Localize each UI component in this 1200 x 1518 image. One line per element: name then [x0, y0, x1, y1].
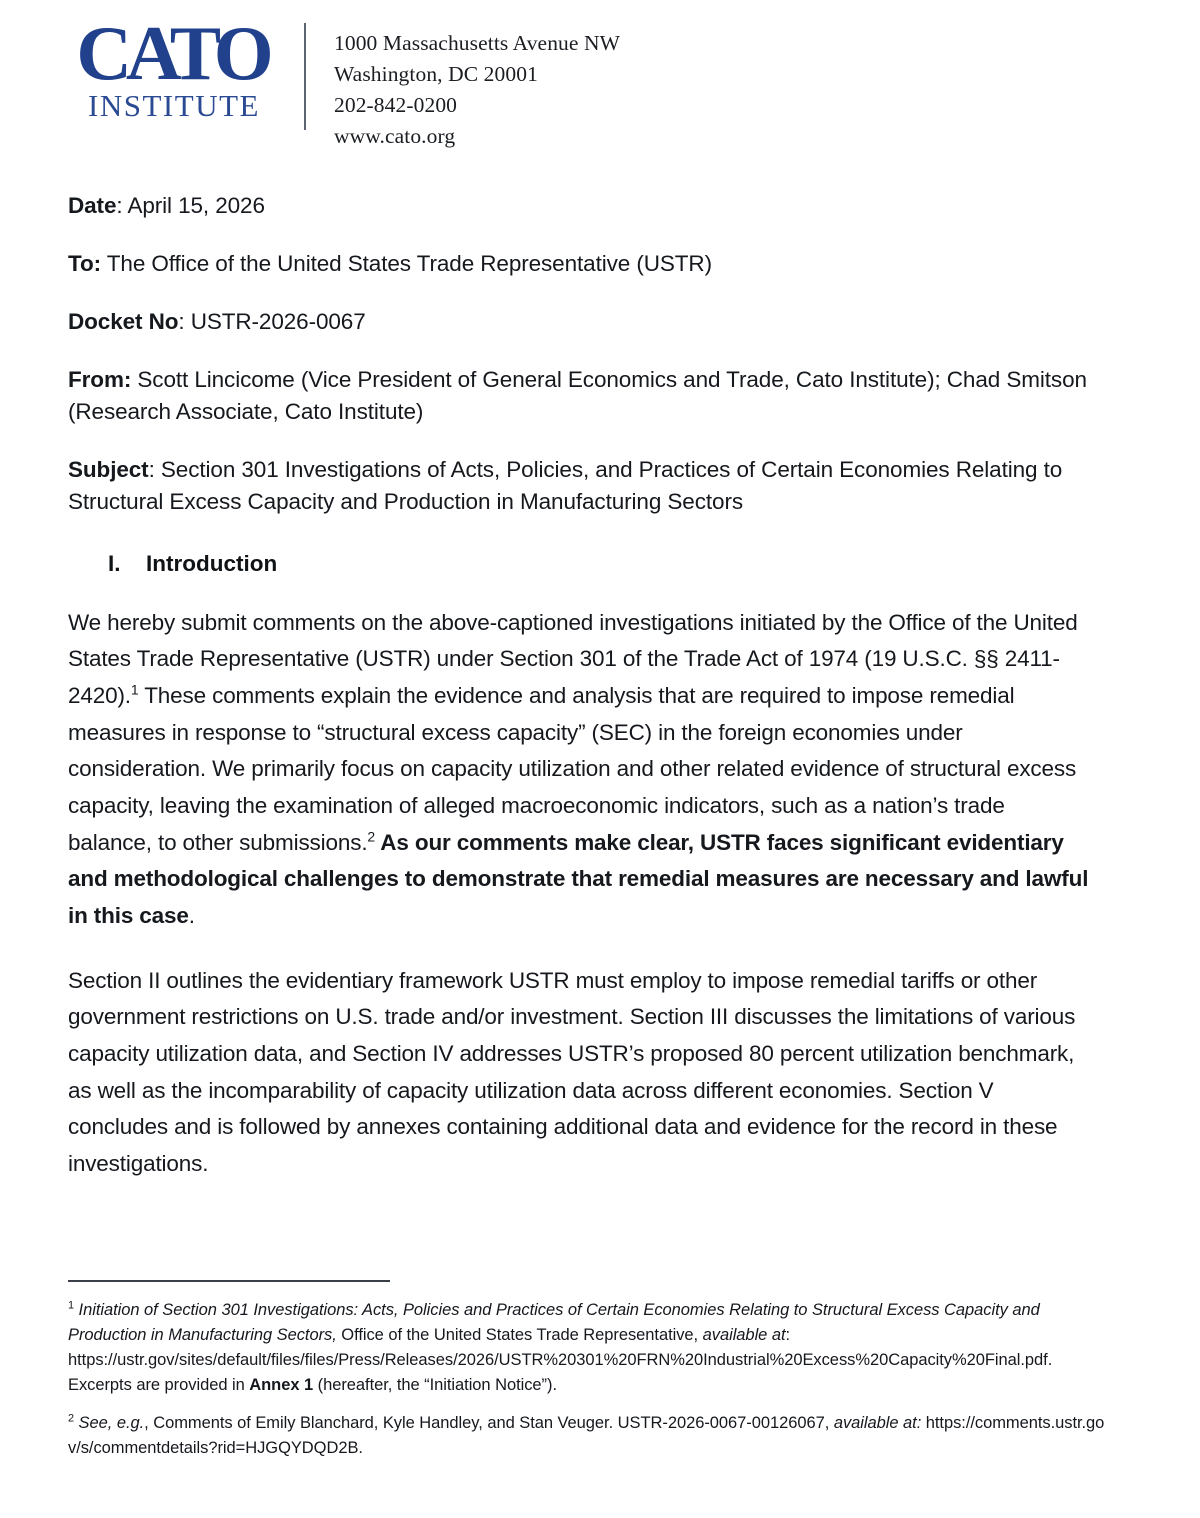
- footnote-2-url[interactable]: https://comments.ustr.gov/s/commentdetails?rid=HJGQYDQD2B.: [68, 1414, 1105, 1458]
- section-number: I.: [108, 550, 121, 576]
- meta-docket-separator: :: [178, 308, 191, 334]
- meta-docket-label: Docket No: [68, 308, 179, 334]
- footnote-2: [68, 1411, 1108, 1461]
- footnote-1-tail-b: (hereafter, the “Initiation Notice”).: [313, 1376, 557, 1395]
- address-website: www.cato.org: [334, 123, 456, 148]
- footnote-1: [68, 1298, 1108, 1398]
- footnote-1-colon: :: [785, 1326, 791, 1345]
- footnote-2-see-eg: See, e.g.: [78, 1414, 145, 1433]
- footnote-1-url[interactable]: https://ustr.gov/sites/default/files/files/Press/Releases/2026/USTR%20301%20FRN%20Industrial%20Excess%20Capacity%20Final.pdf.: [68, 1351, 1053, 1370]
- meta-subject: [68, 454, 1090, 518]
- document-body: [68, 190, 1090, 1183]
- footnote-1-title: Initiation of Section 301 Investigations: Acts, Policies and Practices of Certain Economies Relating to Structural Excess Capacity and Production in Manufacturing Sectors,: [68, 1301, 1040, 1345]
- section-title: Introduction: [146, 550, 278, 576]
- footnote-1-marker: 1: [68, 1299, 74, 1312]
- meta-date-value: April 15, 2026: [127, 193, 265, 218]
- meta-subject-label: Subject: [68, 456, 149, 482]
- meta-subject-value: Section 301 Investigations of Acts, Policies, and Practices of Certain Economies Relating to Structural Excess Capacity and Production in Manufacturing Sectors: [68, 456, 1063, 514]
- meta-to: [68, 248, 1090, 280]
- footnote-2-text: , Comments of Emily Blanchard, Kyle Handley, and Stan Veuger. USTR-2026-0067-00126067,: [144, 1414, 834, 1433]
- cato-institute-logo: [68, 10, 280, 123]
- logo-wordmark-institute: INSTITUTE: [88, 87, 260, 123]
- footnote-1-tail-a: Excerpts are provided in: [68, 1376, 250, 1395]
- meta-docket: [68, 306, 1090, 338]
- footnote-2-marker: 2: [68, 1412, 74, 1425]
- meta-date: [68, 190, 1090, 222]
- address-street: 1000 Massachusetts Avenue NW: [334, 31, 621, 55]
- letterhead-divider: [304, 23, 306, 130]
- p1-text-a: We hereby submit comments on the above-captioned investigations initiated by the Office of the United States Trade Representative (USTR) under Section 301 of the Trade Act of 1974 (19 U.S.C. §§ 2411-2420).: [68, 609, 1078, 708]
- meta-from-label: From:: [68, 366, 132, 392]
- meta-date-separator: :: [116, 193, 128, 218]
- paragraph-introduction-2: Section II outlines the evidentiary framework USTR must employ to impose remedial tariffs or other government restrictions on U.S. trade and/or investment. Section III discusses the limitations of various capacity utilization data, and Section IV addresses USTR’s proposed 80 percent utilization benchmark, as well as the incomparability of capacity utilization data across different economies. Section V concludes and is followed by annexes containing additional data and evidence for the record in these investigations.: [68, 967, 1076, 1176]
- footnote-ref-2[interactable]: 2: [367, 828, 376, 845]
- footnote-2-available-at: available at:: [833, 1414, 922, 1433]
- meta-to-label: To:: [68, 250, 102, 276]
- meta-to-value: The Office of the United States Trade Representative (USTR): [101, 250, 712, 276]
- p1-text-b: These comments explain the evidence and analysis that are required to impose remedial measures in response to “structural excess capacity” (SEC) in the foreign economies under consideration. We primarily focus on capacity utilization and other related evidence of structural excess capacity, leaving the examination of alleged macroeconomic indicators, such as a nation’s trade balance, to other submissions.: [68, 682, 1077, 855]
- footnote-ref-1[interactable]: 1: [130, 681, 139, 698]
- meta-from: [68, 364, 1090, 428]
- paragraph-introduction-1: [68, 605, 1090, 935]
- address-phone: 202-842-0200: [334, 92, 458, 117]
- footnote-1-annex-ref: Annex 1: [249, 1376, 314, 1395]
- meta-from-value: Scott Lincicome (Vice President of General Economics and Trade, Cato Institute); Chad Smitson (Research Associate, Cato Institute): [68, 366, 1087, 424]
- p1-text-bold: As our comments make clear, USTR faces significant evidentiary and methodological challenges to demonstrate that remedial measures are necessary and lawful in this case: [68, 829, 1089, 928]
- footnotes-section: [68, 1280, 1108, 1461]
- section-heading-introduction: [68, 551, 1090, 577]
- footnote-1-available-at: available at: [702, 1326, 786, 1345]
- letterhead-address: [334, 14, 1118, 152]
- logo-wordmark-cato: CATO: [76, 10, 268, 96]
- address-city-state-zip: Washington, DC 20001: [334, 61, 538, 86]
- meta-docket-value: USTR-2026-0067: [190, 308, 366, 334]
- meta-subject-separator: :: [148, 456, 161, 482]
- footnote-1-publisher: Office of the United States Trade Representative,: [336, 1326, 703, 1345]
- footnote-separator-rule: [68, 1280, 390, 1282]
- letterhead: [68, 10, 1118, 148]
- p1-text-end: .: [188, 902, 195, 928]
- meta-date-label: Date: [68, 193, 117, 218]
